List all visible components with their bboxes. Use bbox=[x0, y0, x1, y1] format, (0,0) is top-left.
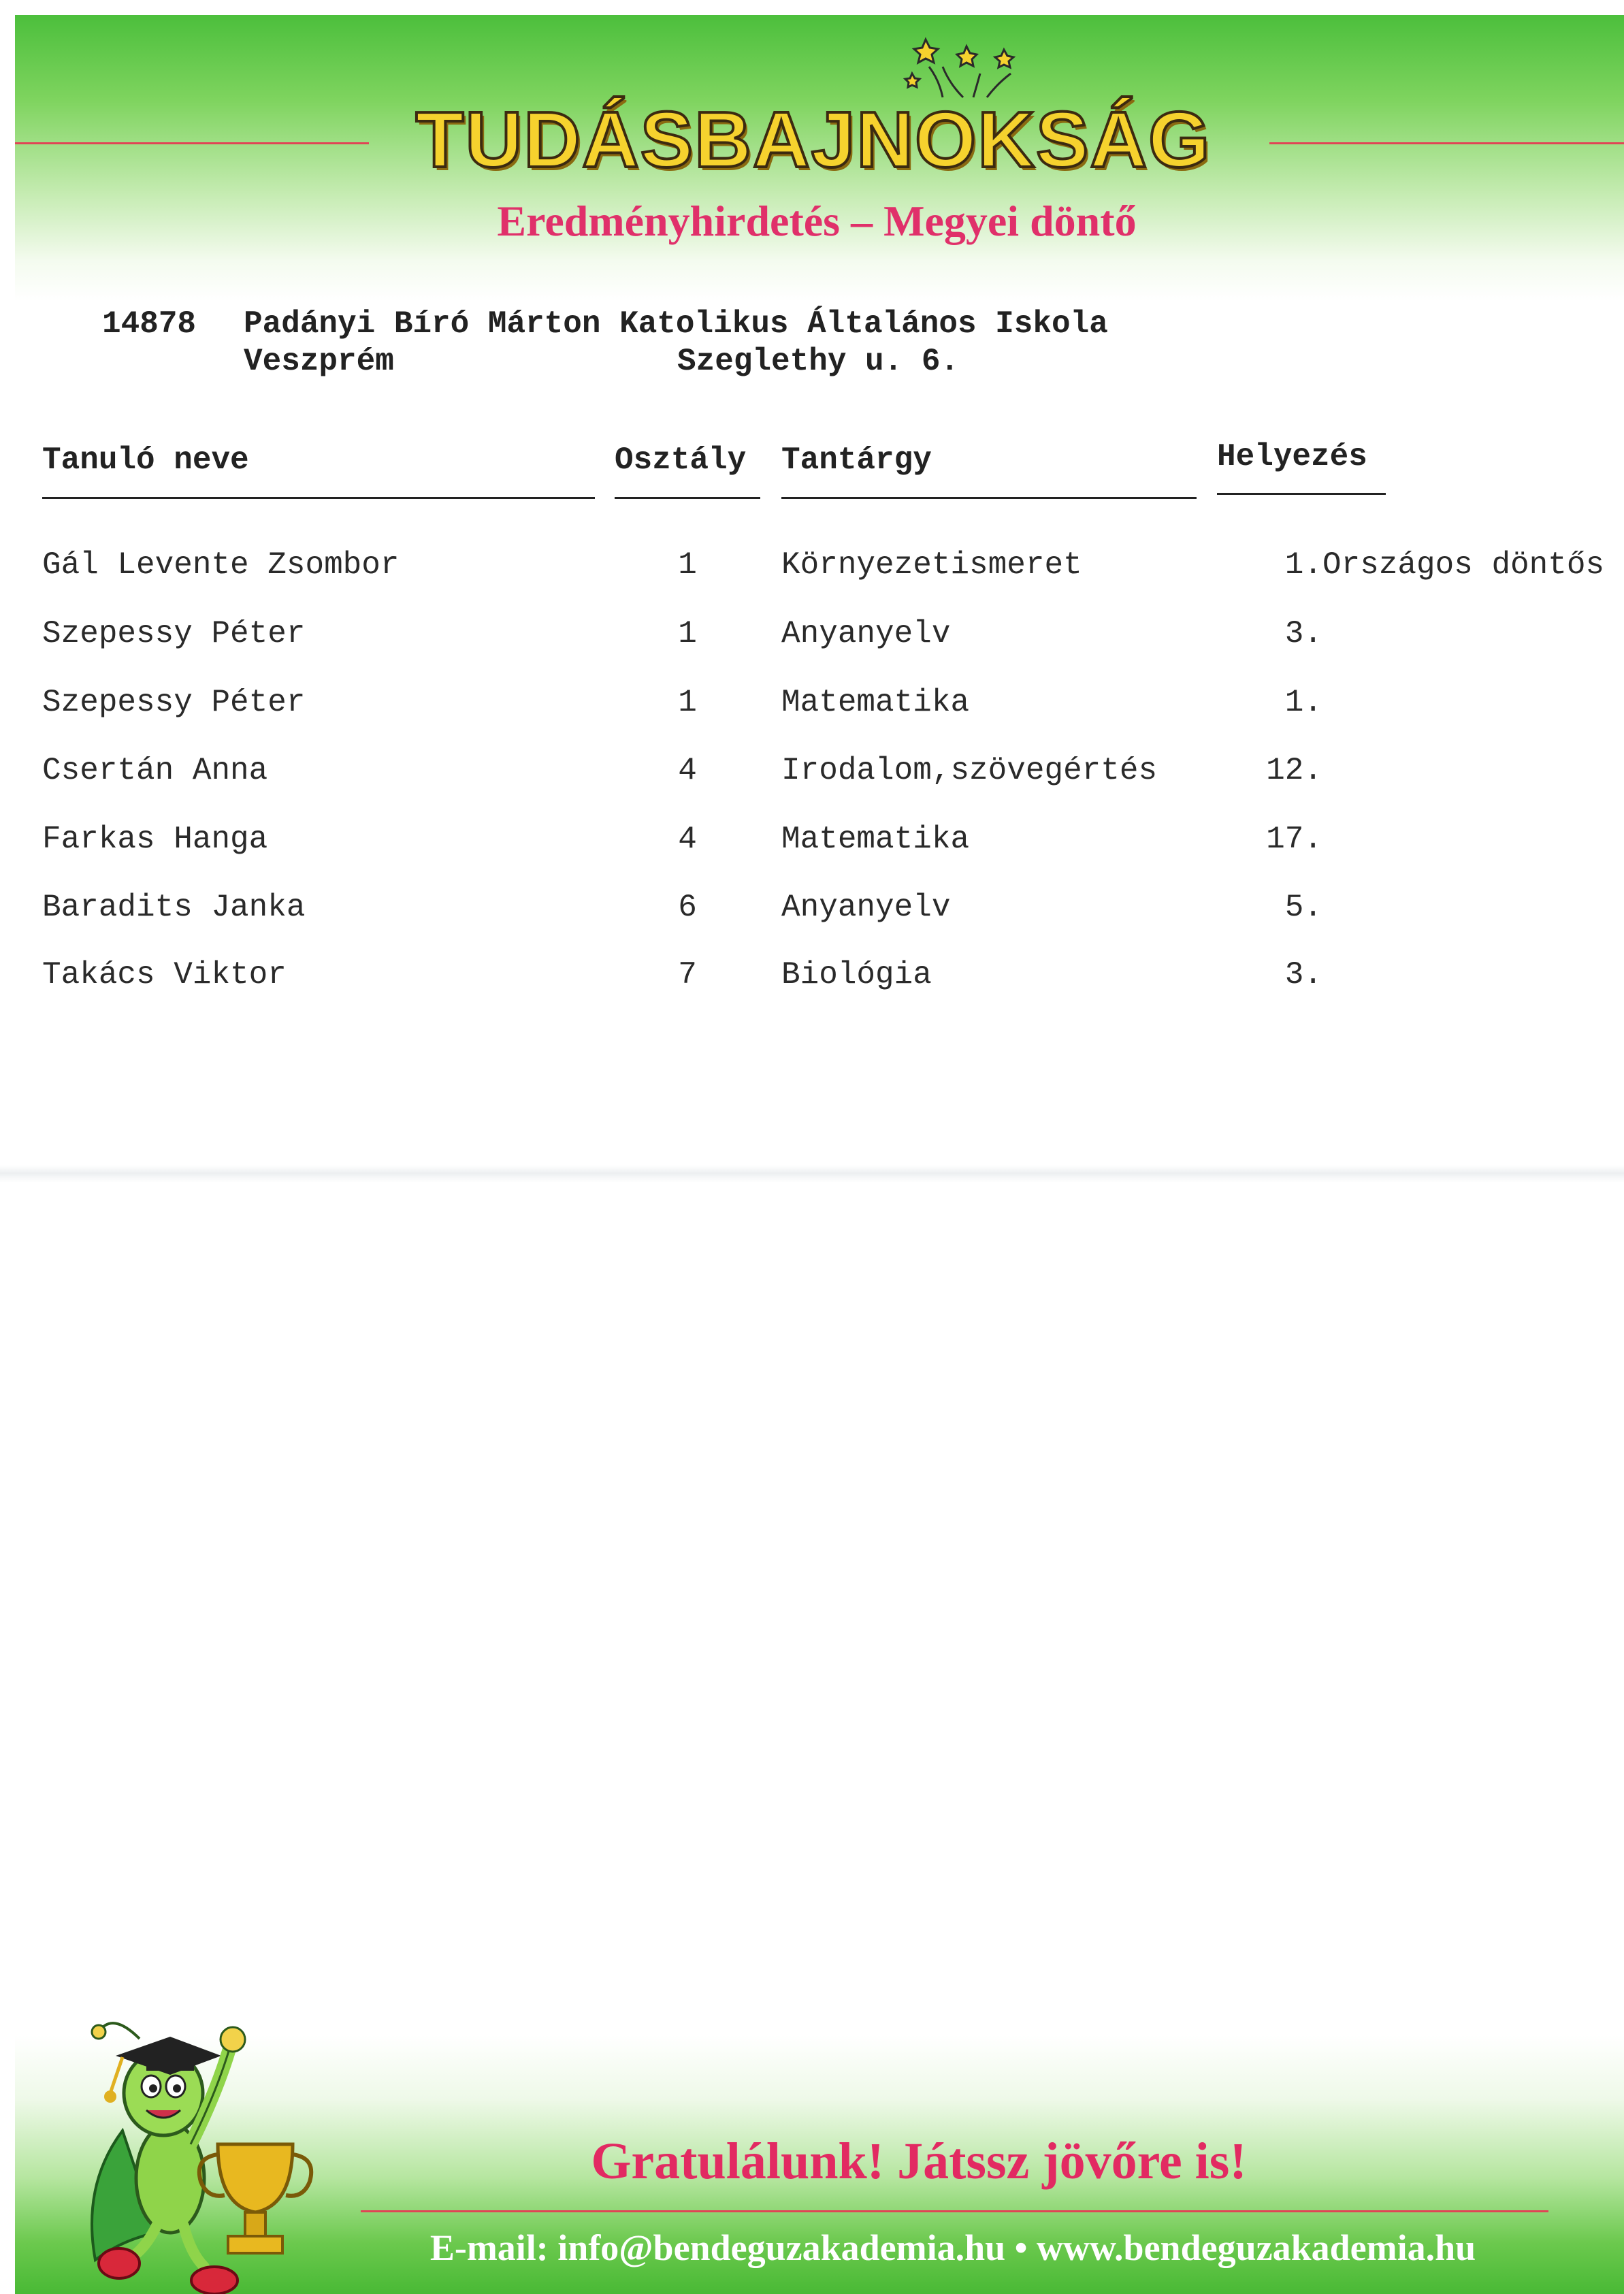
paper-fold bbox=[0, 1165, 1624, 1183]
column-underline-place bbox=[1217, 493, 1386, 495]
subject: Matematika bbox=[781, 685, 970, 720]
student-class: 4 bbox=[678, 822, 697, 857]
student-name: Szepessy Péter bbox=[42, 616, 306, 651]
table-row bbox=[0, 682, 1624, 750]
placement: 5. bbox=[1284, 890, 1322, 925]
school-name: Padányi Bíró Márton Katolikus Általános Iskola bbox=[244, 306, 1108, 342]
subject: Anyanyelv bbox=[781, 616, 951, 651]
table-row bbox=[0, 613, 1624, 681]
placement: 12. bbox=[1266, 753, 1322, 788]
placement: 17. bbox=[1266, 822, 1322, 857]
subject: Biológia bbox=[781, 957, 932, 992]
table-row bbox=[0, 887, 1624, 955]
footer-slogan: Gratulálunk! Játssz jövőre is! bbox=[591, 2133, 1247, 2190]
student-name: Csertán Anna bbox=[42, 753, 268, 788]
column-header-class: Osztály bbox=[615, 442, 747, 478]
student-name: Szepessy Péter bbox=[42, 685, 306, 720]
subject: Anyanyelv bbox=[781, 890, 951, 925]
placement: 3. bbox=[1284, 616, 1322, 651]
column-header-name: Tanuló neve bbox=[42, 442, 249, 478]
placement: 1. bbox=[1284, 685, 1322, 720]
header-divider-right bbox=[1269, 142, 1624, 144]
student-class: 6 bbox=[678, 890, 697, 925]
placement-note: Országos döntős bbox=[1322, 547, 1605, 583]
school-code: 14878 bbox=[102, 306, 197, 342]
student-name: Gál Levente Zsombor bbox=[42, 547, 400, 583]
logo-title: TUDÁSBAJNOKSÁG bbox=[415, 95, 1212, 184]
student-class: 1 bbox=[678, 685, 697, 720]
column-header-subject: Tantárgy bbox=[781, 442, 932, 478]
placement: 1. bbox=[1284, 547, 1322, 583]
subject: Környezetismeret bbox=[781, 547, 1082, 583]
table-row bbox=[0, 954, 1624, 1022]
student-class: 1 bbox=[678, 547, 697, 583]
page-subtitle: Eredményhirdetés – Megyei döntő bbox=[497, 197, 1137, 245]
column-header-place: Helyezés bbox=[1217, 439, 1367, 474]
column-underline-name bbox=[42, 497, 595, 499]
table-row bbox=[0, 819, 1624, 887]
column-underline-subject bbox=[781, 497, 1197, 499]
footer-contact: E-mail: info@bendeguzakademia.hu • www.bendeguzakademia.hu bbox=[429, 2227, 1476, 2268]
table-row bbox=[0, 750, 1624, 818]
subject: Matematika bbox=[781, 822, 970, 857]
mascot-trophy-icon bbox=[75, 1974, 334, 2294]
school-city: Veszprém bbox=[244, 344, 394, 379]
student-name: Farkas Hanga bbox=[42, 822, 268, 857]
footer-divider bbox=[361, 2210, 1548, 2212]
student-name: Baradits Janka bbox=[42, 890, 306, 925]
table-row bbox=[0, 545, 1624, 613]
header-divider-left bbox=[15, 142, 369, 144]
student-name: Takács Viktor bbox=[42, 957, 287, 992]
student-class: 7 bbox=[678, 957, 697, 992]
student-class: 1 bbox=[678, 616, 697, 651]
column-underline-class bbox=[615, 497, 760, 499]
student-class: 4 bbox=[678, 753, 697, 788]
placement: 3. bbox=[1284, 957, 1322, 992]
subject: Irodalom,szövegértés bbox=[781, 753, 1158, 788]
school-address: Szeglethy u. 6. bbox=[677, 344, 960, 379]
